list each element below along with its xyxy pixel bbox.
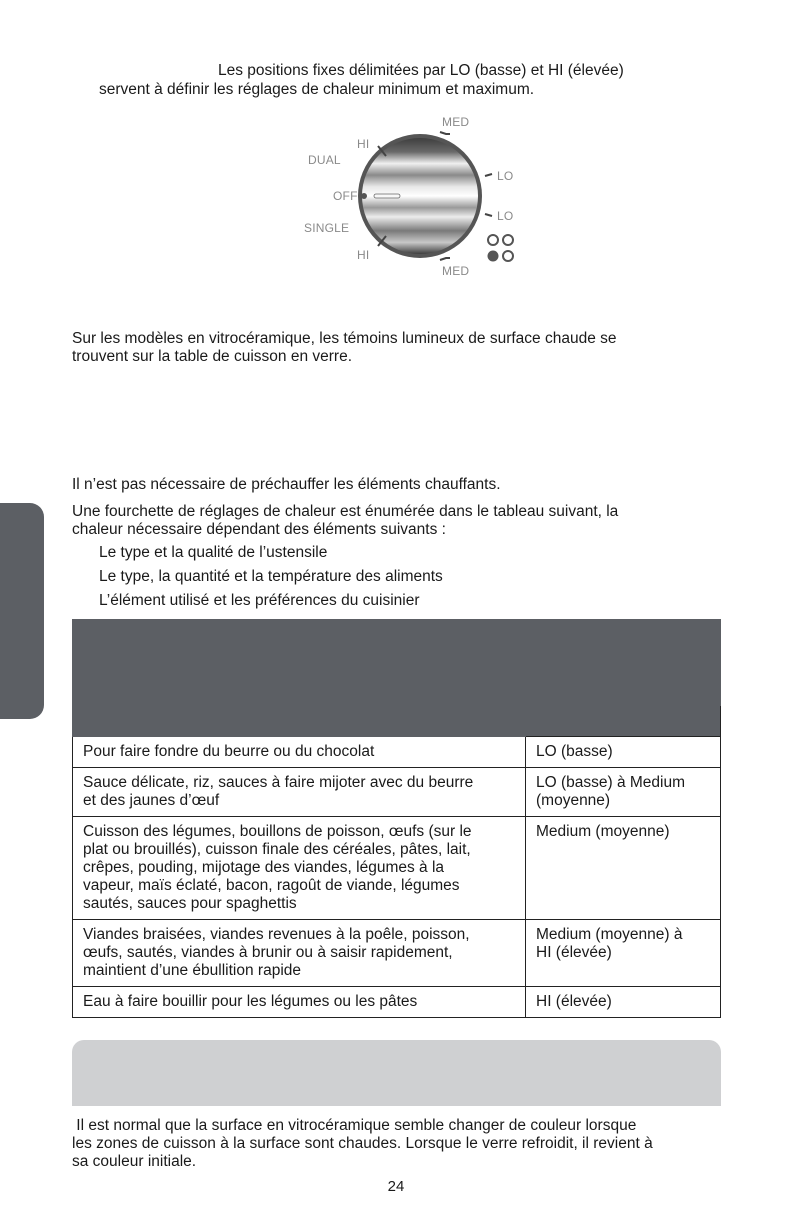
table-cell-setting: LO (basse) xyxy=(526,737,721,768)
glass-note-line-1: Il est normal que la surface en vitrocéramique semble changer de couleur lorsque xyxy=(72,1117,637,1134)
heat-settings-table xyxy=(72,619,721,1018)
table-cell-use: Sauce délicate, riz, sauces à faire mijoter avec du beurre et des jaunes d’œuf xyxy=(73,768,526,817)
knob-pointer xyxy=(374,194,400,198)
glass-note-line-3: sa couleur initiale. xyxy=(72,1153,197,1170)
note-header-box xyxy=(72,1040,721,1106)
intro-line-1: Les positions fixes délimitées par LO (basse) et HI (élevée) xyxy=(218,62,624,79)
table-header-setting xyxy=(526,620,721,706)
range-intro-line-2: chaleur nécessaire dépendant des éléments suivants : xyxy=(72,521,446,538)
dial-label-lo-bottom: LO xyxy=(497,209,514,223)
range-intro-line-1: Une fourchette de réglages de chaleur est énumérée dans le tableau suivant, la xyxy=(72,503,619,520)
table-row xyxy=(73,737,721,768)
dial-label-off: OFF xyxy=(333,189,358,203)
table-row xyxy=(73,987,721,1018)
factor-item: L’élément utilisé et les préférences du cuisinier xyxy=(99,592,420,609)
section-side-tab xyxy=(0,503,44,719)
table-cell-setting: Medium (moyenne) à HI (élevée) xyxy=(526,920,721,987)
element-selector-icon xyxy=(488,235,514,262)
ceramic-note-line-1: Sur les modèles en vitrocéramique, les témoins lumineux de surface chaude se xyxy=(72,330,617,347)
glass-note-line-2: les zones de cuisson à la surface sont chaudes. Lorsque le verre refroidit, il revient à xyxy=(72,1135,653,1152)
page-number: 24 xyxy=(387,1178,405,1195)
dial-label-hi-top: HI xyxy=(357,137,370,151)
table-header-use xyxy=(73,620,526,737)
intro-line-2: servent à définir les réglages de chaleur minimum et maximum. xyxy=(99,81,535,98)
table-row xyxy=(73,817,721,920)
table-header-row xyxy=(73,620,721,706)
table-cell-setting: HI (élevée) xyxy=(526,987,721,1018)
factor-item: Le type, la quantité et la température des aliments xyxy=(99,568,443,585)
dial-label-lo-top: LO xyxy=(497,169,514,183)
dial-label-med-bottom: MED xyxy=(442,264,470,278)
table-cell-setting: Medium (moyenne) xyxy=(526,817,721,920)
table-cell-use: Pour faire fondre du beurre ou du chocolat xyxy=(73,737,526,768)
ceramic-note-line-2: trouvent sur la table de cuisson en verre. xyxy=(72,348,353,365)
table-cell-use: Viandes braisées, viandes revenues à la poêle, poisson, œufs, sautés, viandes à brunir ou à saisir rapidement, maintient d’une ébullition rapide xyxy=(73,920,526,987)
off-dot xyxy=(361,193,367,199)
table-cell-setting: LO (basse) à Medium (moyenne) xyxy=(526,768,721,817)
factor-item: Le type et la qualité de l’ustensile xyxy=(99,544,328,561)
table-row xyxy=(73,920,721,987)
table-row xyxy=(73,768,721,817)
table-cell-use: Eau à faire bouillir pour les légumes ou les pâtes xyxy=(73,987,526,1018)
dial-label-hi-bottom: HI xyxy=(357,248,370,262)
table-cell-use: Cuisson des légumes, bouillons de poisson, œufs (sur le plat ou brouillés), cuisson finale des céréales, pâtes, lait, crêpes, pouding, mijotage des viandes, légumes à la vapeur, maïs éclaté, bacon, ragoût de viande, légumes sautés, sauces pour spaghettis xyxy=(73,817,526,920)
table-subheader-setting xyxy=(526,705,721,736)
preheat-text: Il n’est pas nécessaire de préchauffer les éléments chauffants. xyxy=(72,476,501,493)
dial-label-single: SINGLE xyxy=(304,221,350,235)
dial-label-med-top: MED xyxy=(442,115,470,129)
dial-label-dual: DUAL xyxy=(308,153,341,167)
